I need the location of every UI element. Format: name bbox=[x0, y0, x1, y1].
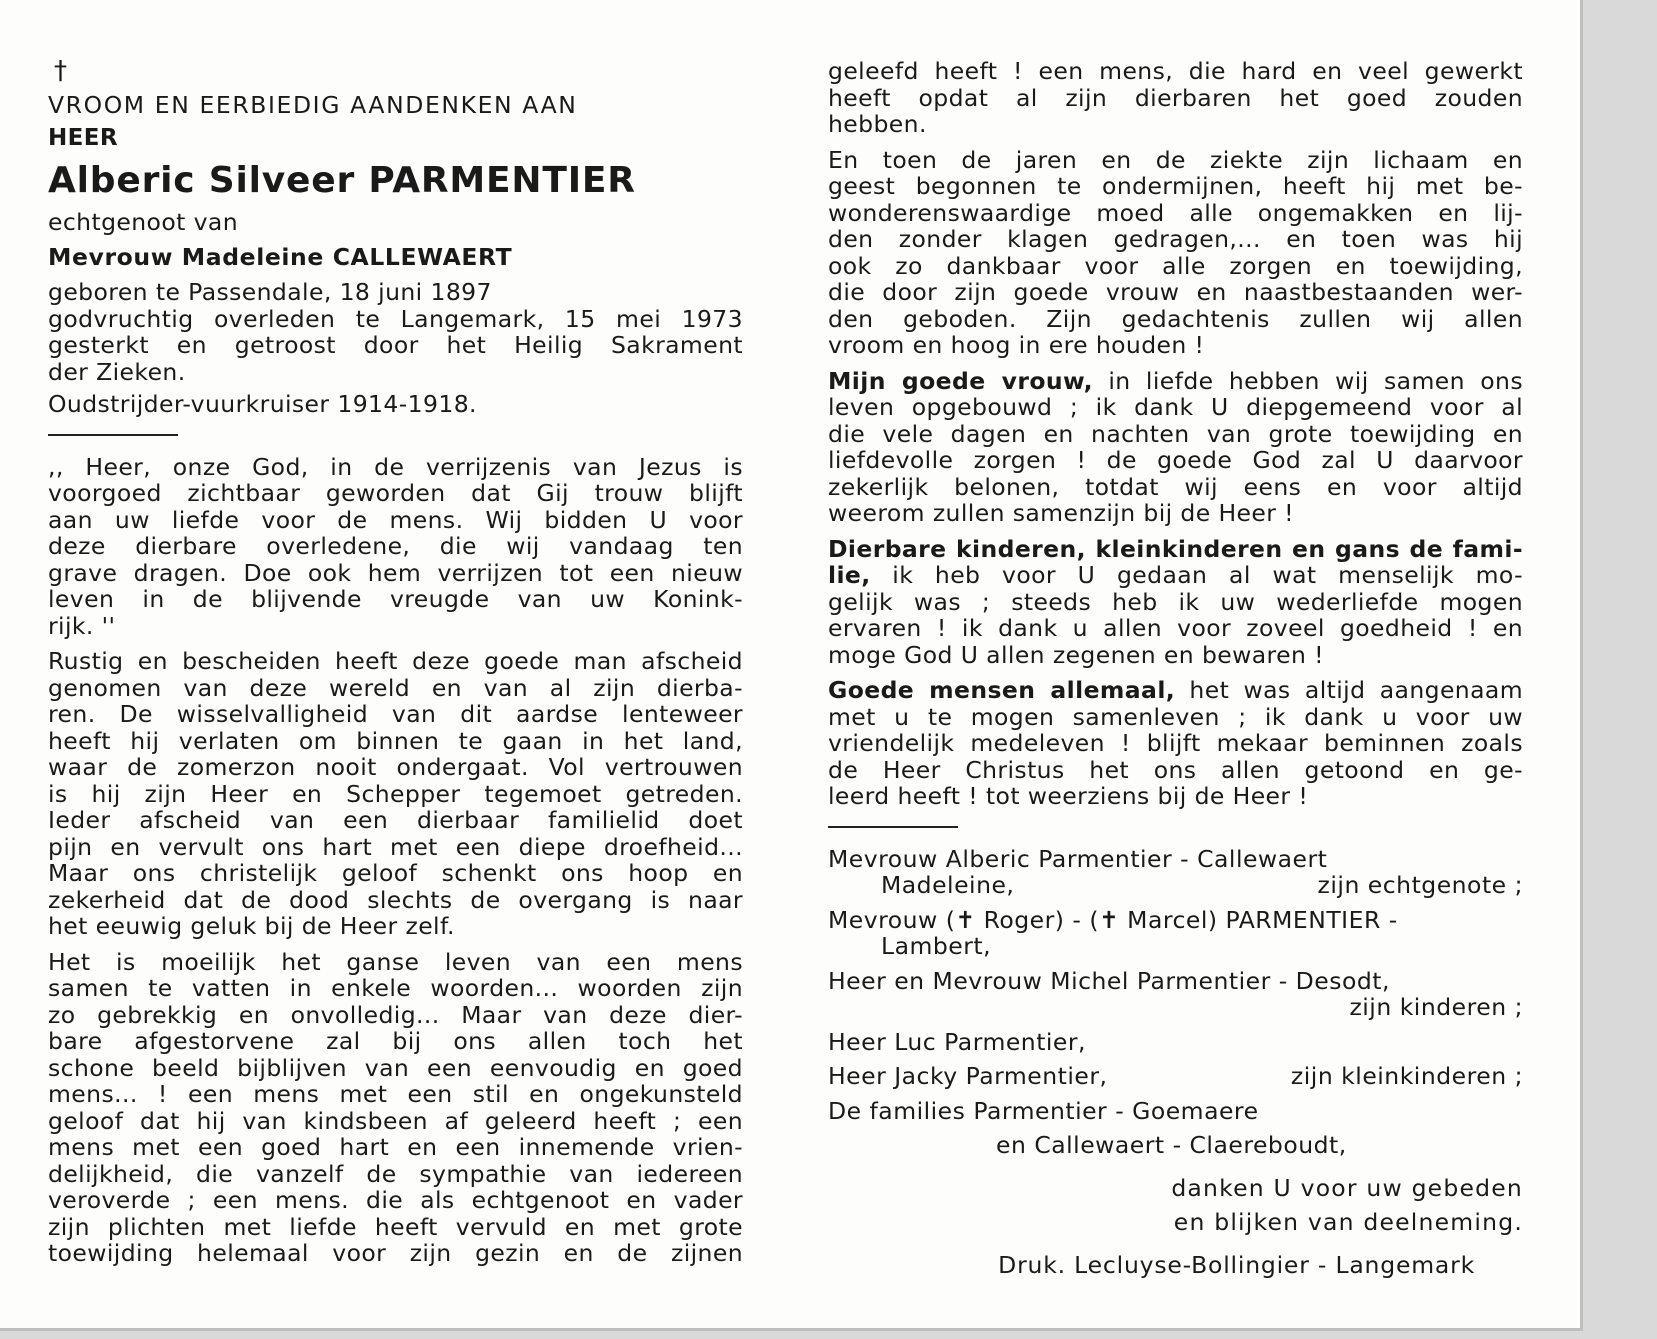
text-line: zo gebrekkig en onvolledig... Maar van deze dier- bbox=[48, 1000, 743, 1029]
text-line: schone beeld bijblijven van een eenvoudig en goed bbox=[48, 1053, 743, 1082]
text-line: hebben. bbox=[828, 110, 927, 138]
text-line: leerd heeft ! tot weerziens bij de Heer ! bbox=[828, 782, 1309, 810]
text-line: geleefd heeft ! een mens, die hard en veel gewerkt bbox=[828, 57, 1523, 85]
wife-paragraph bbox=[828, 368, 1523, 527]
text-line: gesterkt en getroost door het Heilig Sakrament bbox=[48, 331, 743, 359]
continuation-paragraph bbox=[828, 58, 1523, 138]
divider bbox=[48, 434, 178, 436]
text-line: aan uw liefde voor de mens. Wij bidden U voor bbox=[48, 505, 743, 534]
family-entry: Heer Jacky Parmentier, zijn kleinkinderen ; bbox=[828, 1062, 1523, 1090]
prayer-paragraph bbox=[48, 454, 743, 640]
wife-text: in liefde hebben wij samen ons bbox=[1092, 366, 1523, 395]
text-line: wonderenswaardige moed alle ongemakken en lij- bbox=[828, 198, 1523, 227]
divider bbox=[828, 826, 958, 828]
text-line: heeft hij verlaten om binnen te gaan in het land, bbox=[48, 726, 743, 755]
text-line: geboren te Passendale, 18 juni 1897 bbox=[48, 278, 492, 306]
text-line: rijk. '' bbox=[48, 611, 116, 640]
text-line: genomen van deze wereld en van al zijn dierba- bbox=[48, 673, 743, 702]
text-line: die door zijn goede vrouw en naastbestaanden wer- bbox=[828, 278, 1523, 306]
children-paragraph bbox=[828, 536, 1523, 669]
thanks-line: danken U voor uw gebeden bbox=[1171, 1173, 1523, 1202]
family-entry: Heer en Mevrouw Michel Parmentier - Desodt, bbox=[828, 966, 1390, 995]
text-line: delijkheid, die vanzelf de sympathie van iedereen bbox=[48, 1159, 743, 1188]
text-line: Rustig en bescheiden heeft deze goede man afscheid bbox=[48, 647, 743, 675]
farewell-paragraph bbox=[48, 648, 743, 940]
children-text: ik heb voor U gedaan al wat menselijk mo- bbox=[870, 561, 1523, 589]
wife-lead: Mijn goede vrouw, bbox=[828, 366, 1093, 395]
text-line: mens... ! een mens met een stil en ongekunsteld bbox=[48, 1080, 743, 1108]
text-line: Het is moeilijk het ganse leven van een mens bbox=[48, 947, 743, 976]
text-line: ervaren ! ik dank u allen voor zoveel goedheid ! en bbox=[828, 614, 1523, 642]
text-line: met u te mogen samenleven ; ik dank u voor uw bbox=[828, 702, 1523, 731]
text-line bbox=[828, 677, 1523, 704]
life-paragraph bbox=[48, 949, 743, 1267]
text-line: leven in de blijvende vreugde van uw Konink- bbox=[48, 585, 743, 613]
text-line: ren. De wisselvalligheid van dit aardse lenteweer bbox=[48, 700, 743, 728]
right-column bbox=[828, 58, 1523, 1278]
text-line: Ieder afscheid van een dierbaar familielid doet bbox=[48, 806, 743, 834]
text-line: die vele dagen en nachten van grote toewijding en bbox=[828, 419, 1523, 448]
text-line: ook zo dankbaar voor alle zorgen en toewijding, bbox=[828, 251, 1523, 280]
printer-credit: Druk. Lecluyse-Bollingier - Langemark bbox=[998, 1250, 1475, 1279]
text-line: vroom en hoog in ere houden ! bbox=[828, 331, 1205, 359]
intro-line: VROOM EN EERBIEDIG AANDENKEN AAN bbox=[48, 91, 578, 119]
text-line: bare afgestorvene zal bij ons allen toch het bbox=[48, 1027, 743, 1055]
text-line: mens met een goed hart en een innemende vrien- bbox=[48, 1133, 743, 1161]
text-line: zekerheid dat de dood slechts de overgang is naar bbox=[48, 885, 743, 914]
text-line: veroverde ; een mens. die als echtgenoot en vader bbox=[48, 1186, 743, 1214]
veteran-line: Oudstrijder-vuurkruiser 1914-1918. bbox=[48, 390, 477, 418]
text-line: toewijding helemaal voor zijn gezin en de zijnen bbox=[48, 1239, 743, 1267]
spouse-label: echtgenoot van bbox=[48, 208, 238, 236]
text-line: deze dierbare overledene, die wij vandaag ten bbox=[48, 532, 743, 560]
family-list bbox=[828, 846, 1523, 1159]
deceased-name: Alberic Silveer PARMENTIER bbox=[48, 160, 636, 201]
text-line: godvruchtig overleden te Langemark, 15 mei 1973 bbox=[48, 304, 743, 333]
text-line bbox=[828, 562, 1523, 589]
family-entry: De families Parmentier - Goemaere bbox=[828, 1096, 1259, 1125]
text-line: samen te vatten in enkele woorden... woorden zijn bbox=[48, 974, 743, 1002]
family-entry: Mevrouw (✝ Roger) - (✝ Marcel) PARMENTIER - bbox=[828, 905, 1398, 934]
children-lead-end: lie, bbox=[828, 561, 871, 589]
text-line: den zonder klagen gedragen,... en toen was hij bbox=[828, 225, 1523, 253]
family-entry: Lambert, bbox=[881, 932, 992, 960]
text-line: der Zieken. bbox=[48, 357, 186, 386]
people-lead: Goede mensen allemaal, bbox=[828, 676, 1176, 704]
text-line: voorgoed zichtbaar geworden dat Gij trouw blijft bbox=[48, 479, 743, 507]
text-line: leven opgebouwd ; ik dank U diepgemeend voor al bbox=[828, 393, 1523, 421]
title-line: HEER bbox=[48, 124, 118, 151]
text-line: het eeuwig geluk bij de Heer zelf. bbox=[48, 912, 455, 940]
life-details bbox=[48, 279, 743, 385]
text-line: is hij zijn Heer en Schepper tegemoet getreden. bbox=[48, 779, 743, 808]
illness-paragraph bbox=[828, 147, 1523, 359]
spouse-name: Mevrouw Madeleine CALLEWAERT bbox=[48, 242, 513, 271]
thanks-line: en blijken van deelneming. bbox=[1173, 1208, 1523, 1236]
text-line: heeft opdat al zijn dierbaren het goed zouden bbox=[828, 83, 1523, 112]
text-line: vriendelijk medeleven ! blijft mekaar beminnen zoals bbox=[828, 729, 1523, 757]
text-line: grave dragen. Doe ook hem verrijzen tot een nieuw bbox=[48, 558, 743, 587]
text-line: moge God U allen zegenen en bewaren ! bbox=[828, 640, 1324, 669]
cross-icon: † bbox=[54, 56, 67, 86]
text-line: weerom zullen samenzijn bij de Heer ! bbox=[828, 499, 1295, 527]
left-column bbox=[48, 58, 743, 1267]
family-entry: zijn kinderen ; bbox=[1349, 993, 1523, 1021]
text-line: pijn en vervult ons hart met een diepe droefheid... bbox=[48, 832, 743, 861]
text-line: zekerlijk belonen, totdat wij eens en voor altijd bbox=[828, 472, 1523, 501]
text-line: zijn plichten met liefde heeft vervuld en met grote bbox=[48, 1212, 743, 1241]
text-line: liefdevolle zorgen ! de goede God zal U daarvoor bbox=[828, 446, 1523, 474]
family-entry: Heer Luc Parmentier, bbox=[828, 1027, 1087, 1056]
family-entry: en Callewaert - Claereboudt, bbox=[996, 1131, 1347, 1159]
children-lead: Dierbare kinderen, kleinkinderen en gans de fami- bbox=[828, 534, 1523, 563]
text-line: den geboden. Zijn gedachtenis zullen wij allen bbox=[828, 304, 1523, 333]
family-entry: Madeleine, zijn echtgenote ; bbox=[881, 871, 1523, 899]
text-line: geloof dat hij van kindsbeen af geleerd heeft ; een bbox=[48, 1106, 743, 1135]
text-line: ,, Heer, onze God, in de verrijzenis van Jezus is bbox=[48, 452, 743, 481]
text-line: de Heer Christus het ons allen getoond en ge- bbox=[828, 755, 1523, 784]
family-entry: Mevrouw Alberic Parmentier - Callewaert bbox=[828, 844, 1328, 873]
people-paragraph bbox=[828, 677, 1523, 810]
people-text: het was altijd aangenaam bbox=[1175, 676, 1523, 704]
text-line: En toen de jaren en de ziekte zijn lichaam en bbox=[828, 145, 1523, 174]
text-line: geest begonnen te ondermijnen, heeft hij met be- bbox=[828, 172, 1523, 200]
text-line: Maar ons christelijk geloof schenkt ons hoop en bbox=[48, 859, 743, 887]
text-line: gelijk was ; steeds heb ik uw wederliefde mogen bbox=[828, 587, 1523, 616]
text-line bbox=[828, 368, 1523, 395]
text-line: waar de zomerzon nooit ondergaat. Vol vertrouwen bbox=[48, 753, 743, 781]
text-line bbox=[828, 536, 1523, 563]
